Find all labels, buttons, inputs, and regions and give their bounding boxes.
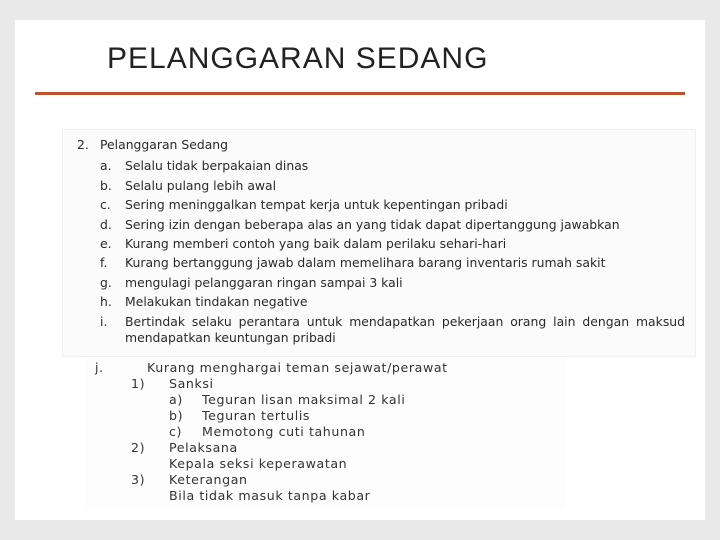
list-item-label: f. xyxy=(100,255,108,270)
sanction-text: Memotong cuti tahunan xyxy=(202,424,366,439)
list-item-text: Melakukan tindakan negative xyxy=(125,294,308,309)
sanction-text: Teguran tertulis xyxy=(202,408,311,423)
sanction-label: c) xyxy=(169,424,183,439)
list-item-label: i. xyxy=(100,314,108,329)
scanned-document-section xyxy=(63,130,695,356)
sanction-label: a) xyxy=(169,392,183,407)
sanction-label: b) xyxy=(169,408,184,423)
list-item-label: g. xyxy=(100,275,112,290)
list-item-text: Kurang bertanggung jawab dalam memelihara barang inventaris rumah sakit xyxy=(125,255,606,270)
list-item-text: Sering izin dengan beberapa alas an yang tidak dapat dipertanggung jawabkan xyxy=(125,217,620,232)
list-item-text: Bertindak selaku perantara untuk mendapatkan pekerjaan orang lain dengan maksud mendapatkan keuntungan pribadi xyxy=(125,314,685,345)
section-heading: Pelanggaran Sedang xyxy=(100,137,229,152)
subsection-number: 2) xyxy=(131,440,146,455)
subsection-detail: Kepala seksi keperawatan xyxy=(169,456,348,471)
title-divider xyxy=(35,92,685,95)
list-item-text: Selalu tidak berpakaian dinas xyxy=(125,158,309,173)
list-item-text: Kurang menghargai teman sejawat/perawat xyxy=(147,360,448,375)
list-item-text: Kurang memberi contoh yang baik dalam perilaku sehari-hari xyxy=(125,236,507,251)
list-item-text: Selalu pulang lebih awal xyxy=(125,178,277,193)
list-item-label: c. xyxy=(100,197,111,212)
list-item-text: mengulagi pelanggaran ringan sampai 3 kali xyxy=(125,275,403,290)
list-item-label: b. xyxy=(100,178,112,193)
section-number: 2. xyxy=(77,137,89,152)
sanction-text: Teguran lisan maksimal 2 kali xyxy=(202,392,406,407)
subsection-number: 3) xyxy=(131,472,146,487)
scanned-document-continuation xyxy=(85,358,565,508)
subsection-title: Sanksi xyxy=(169,376,214,391)
list-item-label: j. xyxy=(95,360,104,375)
subsection-title: Pelaksana xyxy=(169,440,238,455)
list-item-text: Sering meninggalkan tempat kerja untuk kepentingan pribadi xyxy=(125,197,508,212)
subsection-detail: Bila tidak masuk tanpa kabar xyxy=(169,488,371,503)
subsection-number: 1) xyxy=(131,376,146,391)
list-item-label: a. xyxy=(100,158,112,173)
slide-title: PELANGGARAN SEDANG xyxy=(107,42,489,75)
subsection-title: Keterangan xyxy=(169,472,248,487)
list-item-label: e. xyxy=(100,236,112,251)
slide xyxy=(15,20,705,520)
list-item-label: d. xyxy=(100,217,112,232)
list-item-label: h. xyxy=(100,294,112,309)
